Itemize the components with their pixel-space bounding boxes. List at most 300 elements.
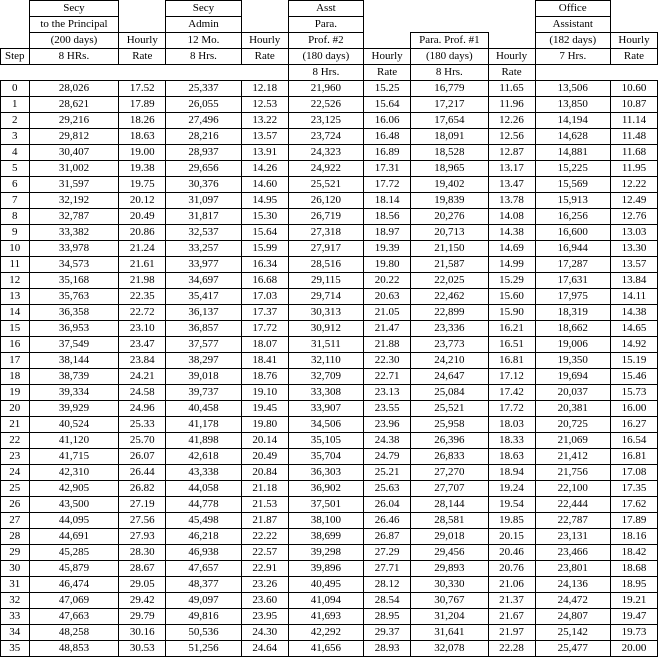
value-cell: 24.79 <box>364 449 411 465</box>
header-blank <box>611 65 658 81</box>
value-cell: 41,898 <box>166 433 241 449</box>
value-cell: 47,069 <box>29 593 119 609</box>
value-cell: 34,506 <box>288 417 363 433</box>
value-cell: 15.60 <box>488 289 535 305</box>
value-cell: 16.27 <box>611 417 658 433</box>
value-cell: 42,618 <box>166 449 241 465</box>
value-cell: 18.16 <box>611 529 658 545</box>
header-hourly-4: Hourly <box>488 49 535 65</box>
table-row <box>1 273 658 289</box>
table-row <box>1 433 658 449</box>
value-cell: 15,913 <box>535 193 610 209</box>
value-cell: 30.16 <box>119 625 166 641</box>
value-cell: 21.53 <box>241 497 288 513</box>
value-cell: 18,965 <box>411 161 489 177</box>
table-row <box>1 321 658 337</box>
value-cell: 26.07 <box>119 449 166 465</box>
step-cell: 30 <box>1 561 30 577</box>
step-cell: 32 <box>1 593 30 609</box>
header-blank <box>1 33 30 49</box>
value-cell: 19.47 <box>611 609 658 625</box>
value-cell: 22,787 <box>535 513 610 529</box>
header-rate-2: Rate <box>241 49 288 65</box>
value-cell: 32,192 <box>29 193 119 209</box>
table-row <box>1 625 658 641</box>
value-cell: 28.67 <box>119 561 166 577</box>
value-cell: 17.31 <box>364 161 411 177</box>
value-cell: 44,058 <box>166 481 241 497</box>
table-row <box>1 545 658 561</box>
header-rate-5: Rate <box>611 49 658 65</box>
value-cell: 37,501 <box>288 497 363 513</box>
value-cell: 33,257 <box>166 241 241 257</box>
value-cell: 28,144 <box>411 497 489 513</box>
value-cell: 35,704 <box>288 449 363 465</box>
value-cell: 24,647 <box>411 369 489 385</box>
value-cell: 26,055 <box>166 97 241 113</box>
table-row <box>1 385 658 401</box>
value-cell: 14,628 <box>535 129 610 145</box>
value-cell: 28,621 <box>29 97 119 113</box>
value-cell: 46,474 <box>29 577 119 593</box>
table-row <box>1 353 658 369</box>
value-cell: 40,458 <box>166 401 241 417</box>
value-cell: 13,850 <box>535 97 610 113</box>
value-cell: 26,396 <box>411 433 489 449</box>
value-cell: 14.69 <box>488 241 535 257</box>
value-cell: 21,412 <box>535 449 610 465</box>
value-cell: 29,714 <box>288 289 363 305</box>
value-cell: 35,105 <box>288 433 363 449</box>
value-cell: 21.88 <box>364 337 411 353</box>
table-row <box>1 241 658 257</box>
value-cell: 17.37 <box>241 305 288 321</box>
value-cell: 18,662 <box>535 321 610 337</box>
header-secy-admin-line2: Admin <box>166 17 241 33</box>
value-cell: 11.96 <box>488 97 535 113</box>
value-cell: 19.39 <box>364 241 411 257</box>
header-asst-para-line3: Prof. #2 <box>288 33 363 49</box>
header-secy-admin-hours: 8 Hrs. <box>166 49 241 65</box>
value-cell: 20.49 <box>241 449 288 465</box>
step-cell: 13 <box>1 289 30 305</box>
header-blank <box>488 33 535 49</box>
header-blank <box>241 17 288 33</box>
step-cell: 5 <box>1 161 30 177</box>
value-cell: 25,337 <box>166 81 241 97</box>
value-cell: 31,817 <box>166 209 241 225</box>
header-hourly-5: Hourly <box>611 33 658 49</box>
value-cell: 24,323 <box>288 145 363 161</box>
header-rate-3: Rate <box>364 65 411 81</box>
step-cell: 18 <box>1 369 30 385</box>
value-cell: 34,573 <box>29 257 119 273</box>
header-asst-para-line2: Para. <box>288 17 363 33</box>
header-row-5 <box>1 65 658 81</box>
value-cell: 28.93 <box>364 641 411 657</box>
value-cell: 21.47 <box>364 321 411 337</box>
value-cell: 20.14 <box>241 433 288 449</box>
value-cell: 17,217 <box>411 97 489 113</box>
value-cell: 15.19 <box>611 353 658 369</box>
table-row <box>1 97 658 113</box>
value-cell: 14.11 <box>611 289 658 305</box>
table-row <box>1 177 658 193</box>
value-cell: 20.49 <box>119 209 166 225</box>
table-row <box>1 497 658 513</box>
value-cell: 23,336 <box>411 321 489 337</box>
value-cell: 22,444 <box>535 497 610 513</box>
value-cell: 28.30 <box>119 545 166 561</box>
value-cell: 15.64 <box>364 97 411 113</box>
value-cell: 27.71 <box>364 561 411 577</box>
value-cell: 22.30 <box>364 353 411 369</box>
value-cell: 18.41 <box>241 353 288 369</box>
value-cell: 31,204 <box>411 609 489 625</box>
value-cell: 15.99 <box>241 241 288 257</box>
value-cell: 44,778 <box>166 497 241 513</box>
value-cell: 50,536 <box>166 625 241 641</box>
value-cell: 26,120 <box>288 193 363 209</box>
value-cell: 25.33 <box>119 417 166 433</box>
value-cell: 19,694 <box>535 369 610 385</box>
header-hourly-3: Hourly <box>364 49 411 65</box>
value-cell: 35,417 <box>166 289 241 305</box>
value-cell: 18.26 <box>119 113 166 129</box>
value-cell: 23,466 <box>535 545 610 561</box>
header-blank <box>1 1 30 17</box>
table-row <box>1 145 658 161</box>
value-cell: 17.08 <box>611 465 658 481</box>
value-cell: 23.55 <box>364 401 411 417</box>
value-cell: 38,699 <box>288 529 363 545</box>
value-cell: 42,292 <box>288 625 363 641</box>
value-cell: 20,381 <box>535 401 610 417</box>
value-cell: 17,287 <box>535 257 610 273</box>
table-row <box>1 641 658 657</box>
value-cell: 19,839 <box>411 193 489 209</box>
value-cell: 25,958 <box>411 417 489 433</box>
table-row <box>1 193 658 209</box>
value-cell: 22.91 <box>241 561 288 577</box>
value-cell: 16,944 <box>535 241 610 257</box>
value-cell: 10.60 <box>611 81 658 97</box>
value-cell: 27.56 <box>119 513 166 529</box>
table-row <box>1 609 658 625</box>
value-cell: 29,656 <box>166 161 241 177</box>
value-cell: 17,654 <box>411 113 489 129</box>
table-row <box>1 593 658 609</box>
value-cell: 17.72 <box>241 321 288 337</box>
header-blank <box>364 33 411 49</box>
value-cell: 40,524 <box>29 417 119 433</box>
table-row <box>1 225 658 241</box>
value-cell: 13.47 <box>488 177 535 193</box>
step-cell: 3 <box>1 129 30 145</box>
value-cell: 20.63 <box>364 289 411 305</box>
value-cell: 24.64 <box>241 641 288 657</box>
step-cell: 34 <box>1 625 30 641</box>
value-cell: 17,975 <box>535 289 610 305</box>
header-hourly-1: Hourly <box>119 33 166 49</box>
value-cell: 20,276 <box>411 209 489 225</box>
value-cell: 34,697 <box>166 273 241 289</box>
step-cell: 21 <box>1 417 30 433</box>
value-cell: 48,377 <box>166 577 241 593</box>
value-cell: 24,136 <box>535 577 610 593</box>
value-cell: 16.54 <box>611 433 658 449</box>
table-row <box>1 417 658 433</box>
value-cell: 32,787 <box>29 209 119 225</box>
value-cell: 21.18 <box>241 481 288 497</box>
value-cell: 29,812 <box>29 129 119 145</box>
header-para-prof1-line1: Para. Prof. #1 <box>411 33 489 49</box>
value-cell: 38,297 <box>166 353 241 369</box>
step-cell: 20 <box>1 401 30 417</box>
header-row-2 <box>1 17 658 33</box>
value-cell: 28.12 <box>364 577 411 593</box>
value-cell: 19.21 <box>611 593 658 609</box>
value-cell: 18.76 <box>241 369 288 385</box>
header-blank <box>411 17 489 33</box>
value-cell: 35,763 <box>29 289 119 305</box>
value-cell: 18.56 <box>364 209 411 225</box>
step-cell: 1 <box>1 97 30 113</box>
step-cell: 10 <box>1 241 30 257</box>
value-cell: 16.00 <box>611 401 658 417</box>
value-cell: 19.54 <box>488 497 535 513</box>
value-cell: 16.06 <box>364 113 411 129</box>
value-cell: 15.25 <box>364 81 411 97</box>
value-cell: 31,511 <box>288 337 363 353</box>
value-cell: 30.53 <box>119 641 166 657</box>
value-cell: 29,216 <box>29 113 119 129</box>
value-cell: 49,816 <box>166 609 241 625</box>
table-row <box>1 513 658 529</box>
table-row <box>1 81 658 97</box>
value-cell: 19.85 <box>488 513 535 529</box>
value-cell: 12.56 <box>488 129 535 145</box>
step-cell: 15 <box>1 321 30 337</box>
value-cell: 27,270 <box>411 465 489 481</box>
step-cell: 28 <box>1 529 30 545</box>
value-cell: 19.38 <box>119 161 166 177</box>
step-cell: 4 <box>1 145 30 161</box>
value-cell: 13.22 <box>241 113 288 129</box>
step-cell: 25 <box>1 481 30 497</box>
value-cell: 16.51 <box>488 337 535 353</box>
value-cell: 22.28 <box>488 641 535 657</box>
value-cell: 19.80 <box>241 417 288 433</box>
value-cell: 10.87 <box>611 97 658 113</box>
value-cell: 24.96 <box>119 401 166 417</box>
header-blank <box>488 17 535 33</box>
value-cell: 17.35 <box>611 481 658 497</box>
step-cell: 6 <box>1 177 30 193</box>
value-cell: 25,521 <box>288 177 363 193</box>
value-cell: 15.64 <box>241 225 288 241</box>
value-cell: 16.34 <box>241 257 288 273</box>
value-cell: 18.97 <box>364 225 411 241</box>
header-rate-1: Rate <box>119 49 166 65</box>
value-cell: 25.63 <box>364 481 411 497</box>
value-cell: 16.81 <box>488 353 535 369</box>
value-cell: 36,137 <box>166 305 241 321</box>
value-cell: 22.71 <box>364 369 411 385</box>
value-cell: 18.42 <box>611 545 658 561</box>
value-cell: 38,100 <box>288 513 363 529</box>
value-cell: 36,902 <box>288 481 363 497</box>
value-cell: 19.10 <box>241 385 288 401</box>
value-cell: 14.92 <box>611 337 658 353</box>
table-row <box>1 561 658 577</box>
value-cell: 11.95 <box>611 161 658 177</box>
value-cell: 46,218 <box>166 529 241 545</box>
header-blank <box>1 17 30 33</box>
value-cell: 20.12 <box>119 193 166 209</box>
step-cell: 2 <box>1 113 30 129</box>
salary-rows <box>1 81 658 657</box>
table-row <box>1 289 658 305</box>
value-cell: 29.42 <box>119 593 166 609</box>
value-cell: 19.24 <box>488 481 535 497</box>
header-row-3 <box>1 33 658 49</box>
value-cell: 19.75 <box>119 177 166 193</box>
value-cell: 22,025 <box>411 273 489 289</box>
header-office-asst-line1: Office <box>535 1 610 17</box>
value-cell: 17.42 <box>488 385 535 401</box>
value-cell: 13.57 <box>241 129 288 145</box>
value-cell: 36,303 <box>288 465 363 481</box>
value-cell: 12.18 <box>241 81 288 97</box>
value-cell: 14,194 <box>535 113 610 129</box>
step-cell: 17 <box>1 353 30 369</box>
value-cell: 16.48 <box>364 129 411 145</box>
header-blank <box>535 65 610 81</box>
value-cell: 22,899 <box>411 305 489 321</box>
step-cell: 29 <box>1 545 30 561</box>
value-cell: 16,600 <box>535 225 610 241</box>
value-cell: 26.46 <box>364 513 411 529</box>
value-cell: 30,376 <box>166 177 241 193</box>
value-cell: 21.24 <box>119 241 166 257</box>
table-row <box>1 113 658 129</box>
value-cell: 41,094 <box>288 593 363 609</box>
step-cell: 22 <box>1 433 30 449</box>
header-secy-principal-hours: 8 HRs. <box>29 49 119 65</box>
value-cell: 27,707 <box>411 481 489 497</box>
value-cell: 40,495 <box>288 577 363 593</box>
value-cell: 26,833 <box>411 449 489 465</box>
value-cell: 41,656 <box>288 641 363 657</box>
value-cell: 19.00 <box>119 145 166 161</box>
value-cell: 21.87 <box>241 513 288 529</box>
value-cell: 25.21 <box>364 465 411 481</box>
table-row <box>1 257 658 273</box>
value-cell: 14,881 <box>535 145 610 161</box>
step-cell: 14 <box>1 305 30 321</box>
value-cell: 19.80 <box>364 257 411 273</box>
value-cell: 17.72 <box>364 177 411 193</box>
value-cell: 47,663 <box>29 609 119 625</box>
value-cell: 20,037 <box>535 385 610 401</box>
value-cell: 26.82 <box>119 481 166 497</box>
value-cell: 33,977 <box>166 257 241 273</box>
value-cell: 44,691 <box>29 529 119 545</box>
value-cell: 45,285 <box>29 545 119 561</box>
value-cell: 14.08 <box>488 209 535 225</box>
header-blank <box>1 65 30 81</box>
step-cell: 24 <box>1 465 30 481</box>
step-cell: 0 <box>1 81 30 97</box>
value-cell: 30,912 <box>288 321 363 337</box>
value-cell: 18.14 <box>364 193 411 209</box>
header-row-1 <box>1 1 658 17</box>
value-cell: 49,097 <box>166 593 241 609</box>
value-cell: 19.45 <box>241 401 288 417</box>
value-cell: 32,537 <box>166 225 241 241</box>
value-cell: 39,737 <box>166 385 241 401</box>
value-cell: 21,150 <box>411 241 489 257</box>
value-cell: 18.63 <box>119 129 166 145</box>
value-cell: 24.58 <box>119 385 166 401</box>
value-cell: 25.70 <box>119 433 166 449</box>
value-cell: 20.00 <box>611 641 658 657</box>
value-cell: 21.98 <box>119 273 166 289</box>
value-cell: 14.99 <box>488 257 535 273</box>
header-blank <box>29 65 119 81</box>
value-cell: 18.07 <box>241 337 288 353</box>
value-cell: 23,801 <box>535 561 610 577</box>
value-cell: 23.47 <box>119 337 166 353</box>
value-cell: 37,577 <box>166 337 241 353</box>
value-cell: 19.73 <box>611 625 658 641</box>
header-blank <box>119 1 166 17</box>
value-cell: 16.21 <box>488 321 535 337</box>
value-cell: 28.95 <box>364 609 411 625</box>
value-cell: 17.89 <box>119 97 166 113</box>
value-cell: 22,100 <box>535 481 610 497</box>
value-cell: 20,713 <box>411 225 489 241</box>
value-cell: 13.84 <box>611 273 658 289</box>
header-blank <box>411 1 489 17</box>
value-cell: 32,709 <box>288 369 363 385</box>
value-cell: 27.29 <box>364 545 411 561</box>
header-office-asst-days: (182 days) <box>535 33 610 49</box>
value-cell: 13,506 <box>535 81 610 97</box>
table-row <box>1 305 658 321</box>
header-para-prof1-days: (180 days) <box>411 49 489 65</box>
value-cell: 45,498 <box>166 513 241 529</box>
value-cell: 21.61 <box>119 257 166 273</box>
value-cell: 16.81 <box>611 449 658 465</box>
header-blank <box>488 1 535 17</box>
value-cell: 18,319 <box>535 305 610 321</box>
value-cell: 26.44 <box>119 465 166 481</box>
value-cell: 33,907 <box>288 401 363 417</box>
value-cell: 24.30 <box>241 625 288 641</box>
header-rate-4: Rate <box>488 65 535 81</box>
value-cell: 39,929 <box>29 401 119 417</box>
value-cell: 17.72 <box>488 401 535 417</box>
header-secy-principal-days: (200 days) <box>29 33 119 49</box>
value-cell: 15.73 <box>611 385 658 401</box>
value-cell: 28.54 <box>364 593 411 609</box>
header-blank <box>119 17 166 33</box>
value-cell: 38,739 <box>29 369 119 385</box>
value-cell: 21.67 <box>488 609 535 625</box>
step-cell: 11 <box>1 257 30 273</box>
